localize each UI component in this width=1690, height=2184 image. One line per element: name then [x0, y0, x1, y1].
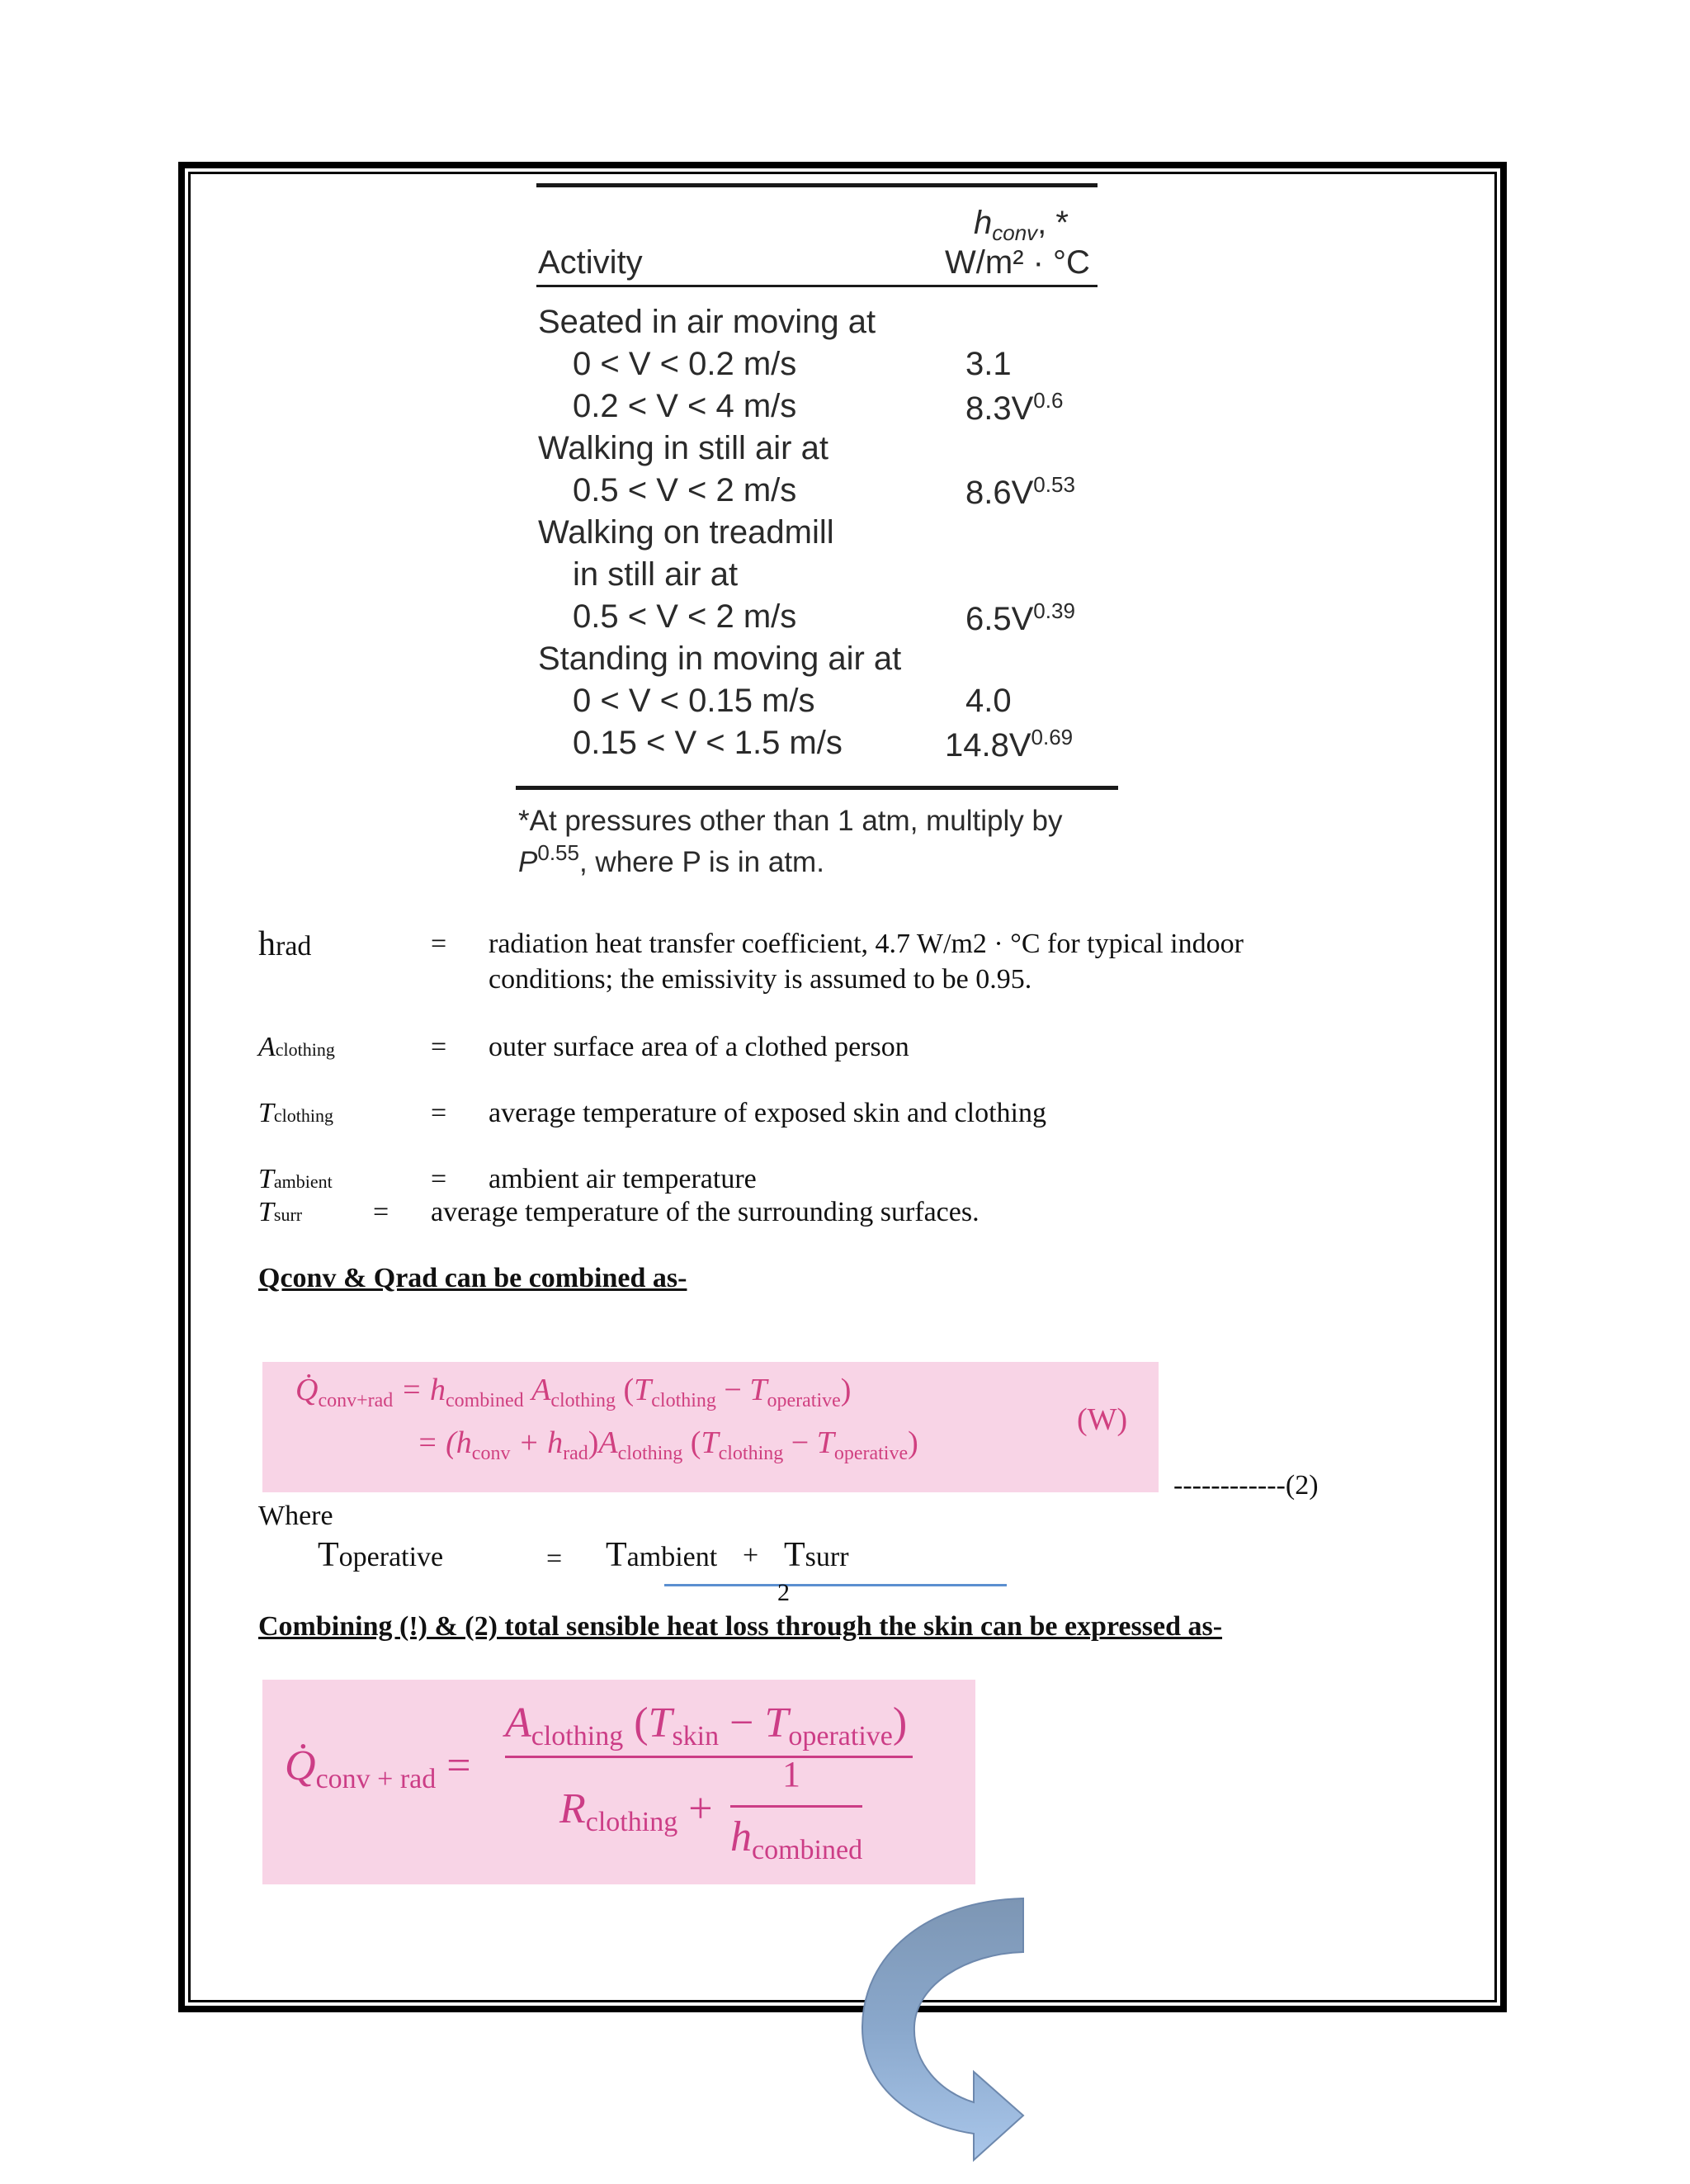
def-text: conditions; the emissivity is assumed to be 0.95. — [489, 964, 1032, 995]
table-row-value: $6.5V^{0.39}$ — [965, 598, 1075, 637]
def-text: radiation heat transfer coefficient, 4.7 W/m2 · °C for typical indoor — [489, 929, 1244, 959]
table-bottom-rule — [516, 786, 1118, 790]
table-header-rule — [536, 285, 1098, 287]
def-equals: = — [431, 929, 447, 959]
table-header-hconv: $h_{conv}$, * — [974, 205, 1069, 245]
def-symbol-tambient: Tambient — [258, 1164, 333, 1194]
table-row-label: Walking in still air at — [538, 430, 828, 466]
equation2-numerator: Aclothing (Tskin − Toperative) — [505, 1699, 908, 1751]
table-row-label: in still air at — [573, 556, 739, 593]
table-row-value: $14.8V^{0.69}$ — [945, 725, 1074, 763]
curved-arrow-icon — [858, 1894, 1031, 2167]
def-text: average temperature of the surrounding surfaces. — [431, 1197, 980, 1227]
table-row-label: 0 < V < 0.15 m/s — [573, 683, 815, 719]
table-footnote: *At pressures other than 1 atm, multiply by — [518, 805, 1063, 837]
equation-reference-2: ------------(2) — [1173, 1470, 1319, 1501]
table-row-value: 4.0 — [965, 683, 1012, 719]
fraction-bar — [664, 1584, 1007, 1586]
table-footnote: $P^{0.55}$, where P is in atm. — [518, 840, 824, 878]
def-equals: = — [431, 1098, 447, 1128]
def-symbol-tsurr: Tsurr — [258, 1197, 303, 1227]
def-equals: = — [431, 1164, 447, 1194]
equation2-lhs: Q̇conv + rad = — [285, 1742, 471, 1794]
table-row-label: Seated in air moving at — [538, 304, 876, 340]
table-row-label: 0.5 < V < 2 m/s — [573, 472, 797, 508]
def-equals: = — [373, 1197, 389, 1227]
equation1-unit: (W) — [1077, 1402, 1128, 1437]
def-symbol-hrad: hrad — [258, 925, 312, 963]
operative-tsurr: Tsurr — [784, 1536, 849, 1574]
equation2-den-hcombined: hcombined — [730, 1813, 863, 1865]
equation1-line1: $Q̇_{conv+rad} = h_{combined}$ $A_{clothing}$ $(T_{clothing} - T_{operative})$ — [295, 1373, 852, 1411]
table-header-activity: Activity — [538, 244, 643, 281]
table-row-label: Walking on treadmill — [538, 514, 834, 551]
section-heading: Qconv & Qrad can be combined as- — [258, 1263, 687, 1293]
operative-equals: = — [546, 1543, 563, 1574]
def-text: average temperature of exposed skin and clothing — [489, 1098, 1046, 1128]
operative-tambient: Tambient — [606, 1536, 718, 1574]
table-row-value: $8.3V^{0.6}$ — [965, 388, 1064, 427]
def-text: ambient air temperature — [489, 1164, 757, 1194]
section-heading: Combining (!) & (2) total sensible heat loss through the skin can be expressed as- — [258, 1611, 1223, 1642]
def-text: outer surface area of a clothed person — [489, 1032, 909, 1062]
operative-plus: + — [743, 1540, 759, 1571]
table-top-rule — [536, 183, 1098, 187]
table-row-value: $8.6V^{0.53}$ — [965, 472, 1075, 511]
table-row-value: 3.1 — [965, 346, 1012, 382]
equation2-den-one: 1 — [782, 1754, 800, 1794]
table-row-label: 0 < V < 0.2 m/s — [573, 346, 797, 382]
operative-lhs: Toperative — [318, 1536, 444, 1574]
where-label: Where — [258, 1501, 333, 1531]
table-row-label: 0.5 < V < 2 m/s — [573, 598, 797, 635]
convection-coefficient-table — [518, 165, 1131, 891]
equation1-line2: = $(h_{conv} + h_{rad})A_{clothing}$ $(T_{clothing} - T_{operative})$ — [417, 1425, 918, 1464]
operative-denominator: 2 — [777, 1579, 790, 1606]
equation2-denominator: Rclothing + — [559, 1785, 713, 1837]
def-equals: = — [431, 1032, 447, 1062]
def-symbol-aclothing: Aclothing — [258, 1032, 335, 1062]
table-row-label: 0.15 < V < 1.5 m/s — [573, 725, 843, 761]
table-header-units: W/m² · °C — [945, 244, 1090, 281]
equation2-inner-fraction-bar — [730, 1805, 862, 1808]
equation2-fraction-bar — [505, 1756, 913, 1758]
def-symbol-tclothing: Tclothing — [258, 1098, 334, 1128]
table-row-label: 0.2 < V < 4 m/s — [573, 388, 797, 424]
table-row-label: Standing in moving air at — [538, 641, 902, 677]
